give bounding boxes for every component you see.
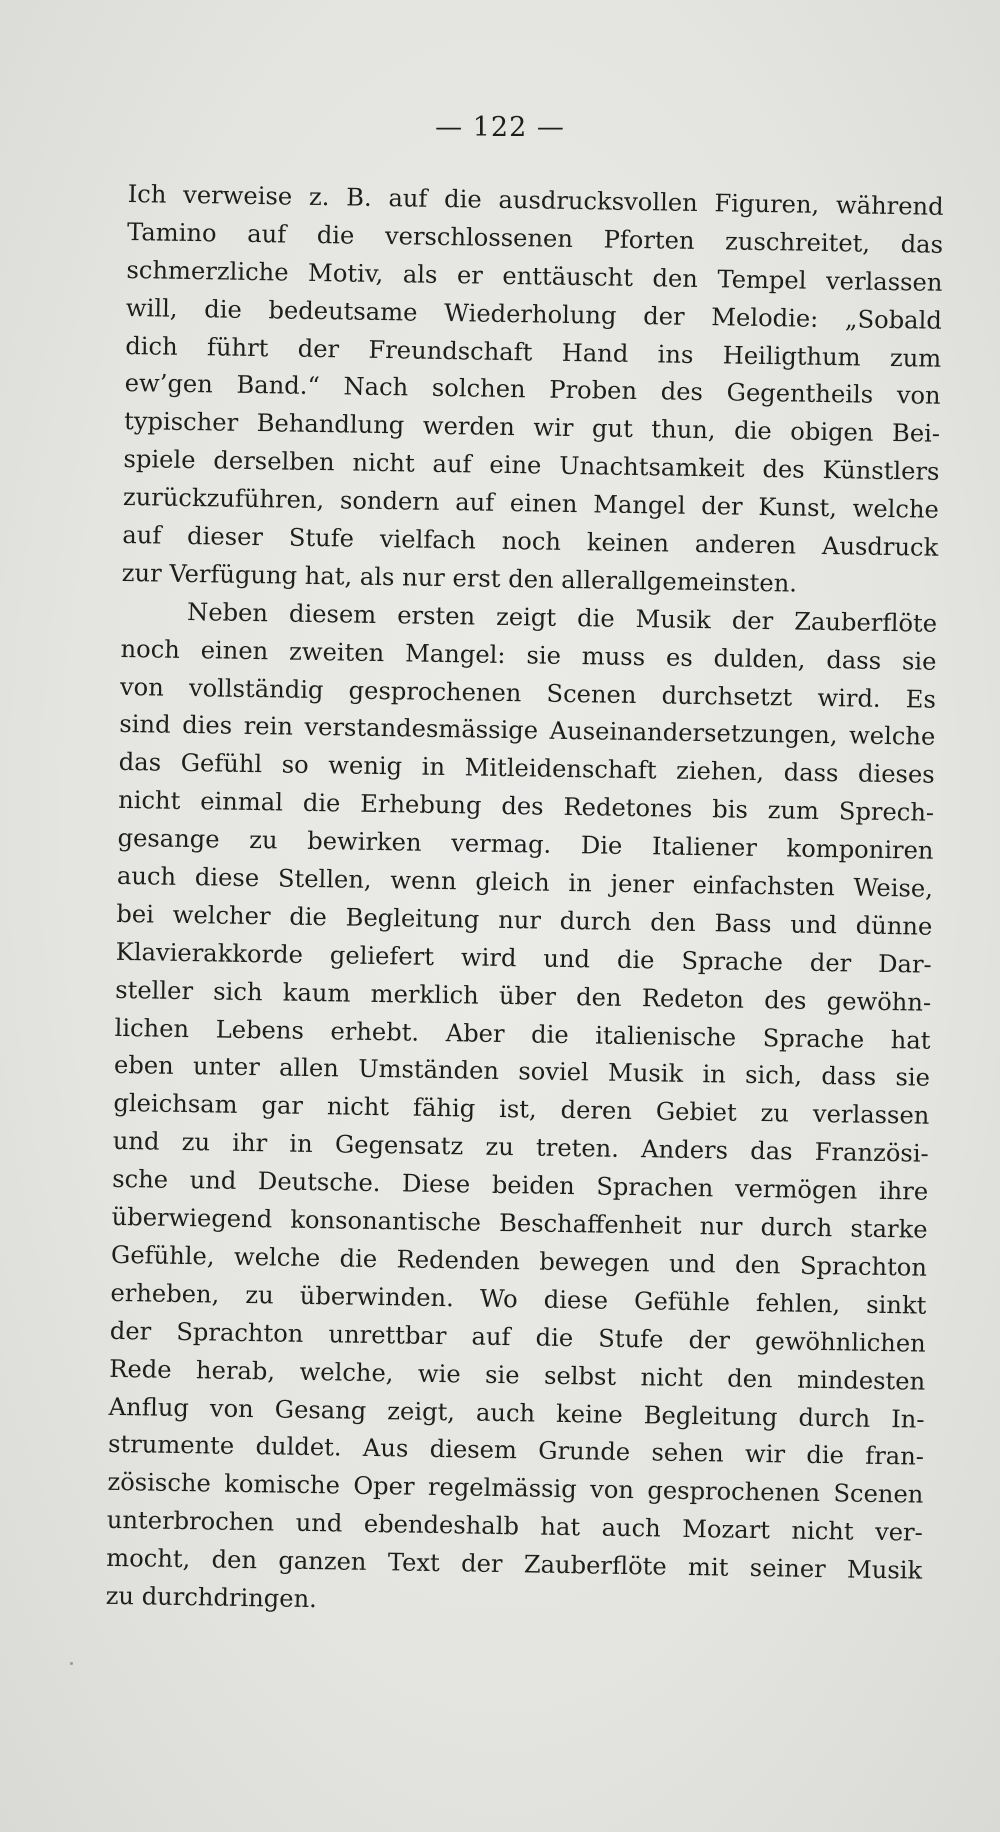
text-line: das Gefühl so wenig in Mitleidenschaft ziehen, dass dieses xyxy=(118,748,935,790)
paper-speck xyxy=(70,1662,73,1665)
text-line: typischer Behandlung werden wir gut thun, die obigen Bei- xyxy=(123,407,941,449)
text-line: bei welcher die Begleitung nur durch den Bass und dünne xyxy=(116,899,933,941)
text-line: gesange zu bewirken vermag. Die Italiener komponiren xyxy=(117,824,934,865)
text-line: eben unter allen Umständen soviel Musik in sich, dass sie xyxy=(113,1051,931,1093)
text-line: gleichsam gar nicht fähig ist, deren Gebiet zu verlassen xyxy=(113,1089,930,1131)
text-line: will, die bedeutsame Wiederholung der Melodie: „Sobald xyxy=(125,293,943,335)
text-line: und zu ihr in Gegensatz zu treten. Anders das Französi- xyxy=(112,1127,929,1168)
text-line: Tamino auf die verschlossenen Pforten zuschreitet, das xyxy=(126,217,944,259)
text-line: zösische komische Oper regelmässig von gesprochenen Scenen xyxy=(107,1468,924,1509)
text-line: Anflug von Gesang zeigt, auch keine Begleitung durch In- xyxy=(108,1392,925,1434)
text-line: noch einen zweiten Mangel: sie muss es dulden, dass sie xyxy=(120,634,937,676)
paragraph-end-line: zur Verfügung hat, als nur erst den allerallgemeinsten. xyxy=(121,558,798,598)
text-line: Rede herab, welche, wie sie selbst nicht den mindesten xyxy=(109,1354,926,1396)
body-text xyxy=(105,176,944,1628)
text-line: Klavierakkorde geliefert wird und die Sprache der Dar- xyxy=(115,937,932,979)
text-line: steller sich kaum merklich über den Redeton des gewöhn- xyxy=(114,975,932,1017)
text-line: mocht, den ganzen Text der Zauberflöte mit seiner Musik xyxy=(106,1543,923,1585)
text-line: sche und Deutsche. Diese beiden Sprachen vermögen ihre xyxy=(112,1165,929,1206)
text-line: lichen Lebens erhebt. Aber die italienische Sprache hat xyxy=(114,1013,931,1055)
text-line: schmerzliche Motiv, als er enttäuscht den Tempel verlassen xyxy=(126,255,943,297)
paragraph-start-line: Neben diesem ersten zeigt die Musik der Zauberflöte xyxy=(186,597,938,638)
page-number: — 122 — xyxy=(435,112,565,143)
text-line: auf dieser Stufe vielfach noch keinen anderen Ausdruck xyxy=(122,520,939,562)
text-line: unterbrochen und ebendeshalb hat auch Mozart nicht ver- xyxy=(106,1506,924,1547)
text-line: überwiegend konsonantische Beschaffenheit nur durch starke xyxy=(111,1202,928,1244)
text-line: Ich verweise z. B. auf die ausdrucksvollen Figuren, während xyxy=(127,179,944,221)
paragraph-end-line: zu durchdringen. xyxy=(105,1581,318,1614)
text-line: nicht einmal die Erhebung des Redetones bis zum Sprech- xyxy=(117,786,935,827)
text-line: von vollständig gesprochenen Scenen durchsetzt wird. Es xyxy=(119,672,937,714)
text-line: der Sprachton unrettbar auf die Stufe der gewöhnlichen xyxy=(109,1316,926,1358)
text-line: sind dies rein verstandesmässige Auseinandersetzungen, welche xyxy=(119,710,936,752)
text-line: strumente duldet. Aus diesem Grunde sehen wir die fran- xyxy=(107,1430,925,1472)
text-line: zurückzuführen, sondern auf einen Mangel der Kunst, welche xyxy=(122,483,940,524)
text-line: auch diese Stellen, wenn gleich in jener einfachsten Weise, xyxy=(116,861,934,903)
text-line: spiele derselben nicht auf eine Unachtsamkeit des Künstlers xyxy=(123,445,940,487)
text-line: ew’gen Band.“ Nach solchen Proben des Gegentheils von xyxy=(124,369,941,411)
text-line: dich führt der Freundschaft Hand ins Heiligthum zum xyxy=(125,331,942,373)
text-line: erheben, zu überwinden. Wo diese Gefühle fehlen, sinkt xyxy=(110,1278,927,1320)
text-line: Gefühle, welche die Redenden bewegen und den Sprachton xyxy=(110,1240,928,1282)
